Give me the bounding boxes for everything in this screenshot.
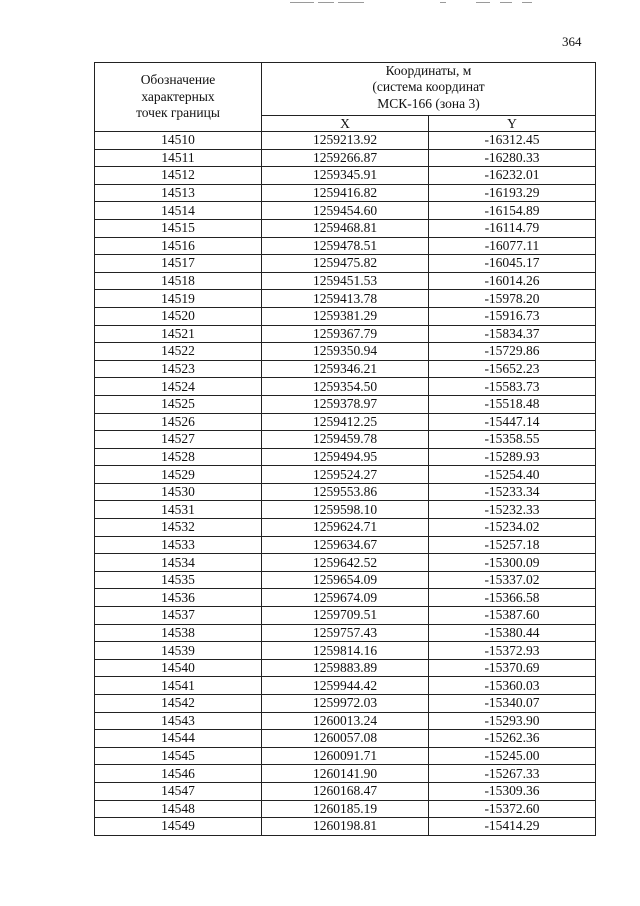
- point-cell: 14537: [95, 607, 262, 625]
- x-cell: 1259478.51: [262, 237, 429, 255]
- x-cell: 1259266.87: [262, 149, 429, 167]
- point-cell: 14511: [95, 149, 262, 167]
- table-row: [95, 132, 596, 150]
- y-cell: -15358.55: [429, 431, 596, 449]
- y-cell: -15916.73: [429, 307, 596, 325]
- point-cell: 14515: [95, 219, 262, 237]
- table-row: [95, 624, 596, 642]
- y-cell: -15414.29: [429, 818, 596, 836]
- table-row: [95, 659, 596, 677]
- x-cell: 1259634.67: [262, 536, 429, 554]
- x-cell: 1259814.16: [262, 642, 429, 660]
- y-cell: -15267.33: [429, 765, 596, 783]
- table-row: [95, 395, 596, 413]
- point-cell: 14514: [95, 202, 262, 220]
- x-cell: 1259416.82: [262, 184, 429, 202]
- y-cell: -15234.02: [429, 519, 596, 537]
- y-cell: -16114.79: [429, 219, 596, 237]
- page-number: 364: [562, 34, 582, 49]
- x-cell: 1259642.52: [262, 554, 429, 572]
- point-cell: 14529: [95, 466, 262, 484]
- table-row: [95, 554, 596, 572]
- x-cell: 1259494.95: [262, 448, 429, 466]
- x-cell: 1259654.09: [262, 571, 429, 589]
- x-cell: 1259413.78: [262, 290, 429, 308]
- x-cell: 1259350.94: [262, 343, 429, 361]
- point-cell: 14545: [95, 747, 262, 765]
- table-row: [95, 202, 596, 220]
- table-row: [95, 765, 596, 783]
- table-body: [95, 132, 596, 836]
- table-row: [95, 818, 596, 836]
- table-row: [95, 642, 596, 660]
- point-cell: 14512: [95, 167, 262, 185]
- table-row: [95, 782, 596, 800]
- table-row: [95, 149, 596, 167]
- table-header: [95, 63, 596, 132]
- y-cell: -15232.33: [429, 501, 596, 519]
- coordinates-table: [94, 62, 596, 836]
- x-cell: 1259624.71: [262, 519, 429, 537]
- point-cell: 14516: [95, 237, 262, 255]
- y-cell: -15245.00: [429, 747, 596, 765]
- point-cell: 14524: [95, 378, 262, 396]
- x-cell: 1259524.27: [262, 466, 429, 484]
- header-point-line: характерных: [141, 88, 215, 104]
- point-cell: 14542: [95, 695, 262, 713]
- point-cell: 14528: [95, 448, 262, 466]
- y-cell: -15372.93: [429, 642, 596, 660]
- page-top-marks: [0, 2, 640, 6]
- point-cell: 14539: [95, 642, 262, 660]
- header-point-line: точек границы: [136, 105, 220, 121]
- y-cell: -15337.02: [429, 571, 596, 589]
- y-cell: -15834.37: [429, 325, 596, 343]
- y-cell: -15262.36: [429, 730, 596, 748]
- point-cell: 14530: [95, 483, 262, 501]
- point-cell: 14543: [95, 712, 262, 730]
- point-cell: 14531: [95, 501, 262, 519]
- x-cell: 1259459.78: [262, 431, 429, 449]
- table-row: [95, 695, 596, 713]
- x-cell: 1259451.53: [262, 272, 429, 290]
- point-cell: 14538: [95, 624, 262, 642]
- y-cell: -15387.60: [429, 607, 596, 625]
- table-row: [95, 448, 596, 466]
- x-cell: 1259883.89: [262, 659, 429, 677]
- x-cell: 1259674.09: [262, 589, 429, 607]
- table-row: [95, 677, 596, 695]
- y-cell: -16280.33: [429, 149, 596, 167]
- x-cell: 1259345.91: [262, 167, 429, 185]
- header-coords-line: Координаты, м: [385, 63, 472, 78]
- x-cell: 1259553.86: [262, 483, 429, 501]
- point-cell: 14517: [95, 255, 262, 273]
- y-cell: -15254.40: [429, 466, 596, 484]
- table-row: [95, 325, 596, 343]
- table-row: [95, 237, 596, 255]
- point-cell: 14541: [95, 677, 262, 695]
- y-cell: -15583.73: [429, 378, 596, 396]
- table-row: [95, 571, 596, 589]
- x-cell: 1259354.50: [262, 378, 429, 396]
- table-row: [95, 272, 596, 290]
- table-row: [95, 307, 596, 325]
- point-cell: 14536: [95, 589, 262, 607]
- table-row: [95, 519, 596, 537]
- point-cell: 14518: [95, 272, 262, 290]
- y-cell: -16232.01: [429, 167, 596, 185]
- point-cell: 14522: [95, 343, 262, 361]
- table-row: [95, 290, 596, 308]
- x-cell: 1259475.82: [262, 255, 429, 273]
- point-cell: 14544: [95, 730, 262, 748]
- y-cell: -16193.29: [429, 184, 596, 202]
- header-point-designation: [95, 63, 262, 132]
- x-cell: 1259346.21: [262, 360, 429, 378]
- table-row: [95, 483, 596, 501]
- point-cell: 14540: [95, 659, 262, 677]
- y-cell: -15289.93: [429, 448, 596, 466]
- x-cell: 1260141.90: [262, 765, 429, 783]
- y-cell: -15372.60: [429, 800, 596, 818]
- y-cell: -16312.45: [429, 132, 596, 150]
- point-cell: 14521: [95, 325, 262, 343]
- x-cell: 1260168.47: [262, 782, 429, 800]
- point-cell: 14546: [95, 765, 262, 783]
- y-cell: -15300.09: [429, 554, 596, 572]
- table-row: [95, 800, 596, 818]
- x-cell: 1260057.08: [262, 730, 429, 748]
- point-cell: 14523: [95, 360, 262, 378]
- x-cell: 1259468.81: [262, 219, 429, 237]
- table-row: [95, 747, 596, 765]
- y-cell: -15447.14: [429, 413, 596, 431]
- table-row: [95, 360, 596, 378]
- point-cell: 14513: [95, 184, 262, 202]
- table-row: [95, 343, 596, 361]
- point-cell: 14526: [95, 413, 262, 431]
- point-cell: 14547: [95, 782, 262, 800]
- table-row: [95, 730, 596, 748]
- point-cell: 14510: [95, 132, 262, 150]
- header-x: X: [262, 116, 429, 132]
- table-row: [95, 431, 596, 449]
- table-row: [95, 255, 596, 273]
- table-row: [95, 712, 596, 730]
- y-cell: -16154.89: [429, 202, 596, 220]
- point-cell: 14532: [95, 519, 262, 537]
- header-y: Y: [429, 116, 596, 132]
- y-cell: -15366.58: [429, 589, 596, 607]
- header-point-line: Обозначение: [140, 71, 216, 87]
- y-cell: -16077.11: [429, 237, 596, 255]
- table-row: [95, 413, 596, 431]
- x-cell: 1259944.42: [262, 677, 429, 695]
- point-cell: 14533: [95, 536, 262, 554]
- table-row: [95, 501, 596, 519]
- x-cell: 1259454.60: [262, 202, 429, 220]
- point-cell: 14520: [95, 307, 262, 325]
- x-cell: 1259757.43: [262, 624, 429, 642]
- x-cell: 1259378.97: [262, 395, 429, 413]
- point-cell: 14519: [95, 290, 262, 308]
- x-cell: 1260198.81: [262, 818, 429, 836]
- table-row: [95, 219, 596, 237]
- y-cell: -15652.23: [429, 360, 596, 378]
- point-cell: 14548: [95, 800, 262, 818]
- y-cell: -15518.48: [429, 395, 596, 413]
- table-row: [95, 466, 596, 484]
- x-cell: 1259367.79: [262, 325, 429, 343]
- x-cell: 1259972.03: [262, 695, 429, 713]
- y-cell: -15233.34: [429, 483, 596, 501]
- y-cell: -15360.03: [429, 677, 596, 695]
- y-cell: -15370.69: [429, 659, 596, 677]
- x-cell: 1259412.25: [262, 413, 429, 431]
- table-row: [95, 378, 596, 396]
- y-cell: -15729.86: [429, 343, 596, 361]
- y-cell: -15257.18: [429, 536, 596, 554]
- y-cell: -16045.17: [429, 255, 596, 273]
- x-cell: 1259598.10: [262, 501, 429, 519]
- point-cell: 14525: [95, 395, 262, 413]
- table-row: [95, 607, 596, 625]
- x-cell: 1260185.19: [262, 800, 429, 818]
- table-row: [95, 184, 596, 202]
- x-cell: 1260091.71: [262, 747, 429, 765]
- table-row: [95, 167, 596, 185]
- table-row: [95, 589, 596, 607]
- y-cell: -15293.90: [429, 712, 596, 730]
- x-cell: 1260013.24: [262, 712, 429, 730]
- y-cell: -15380.44: [429, 624, 596, 642]
- x-cell: 1259213.92: [262, 132, 429, 150]
- header-coords-line: (система координат: [372, 79, 485, 95]
- y-cell: -15978.20: [429, 290, 596, 308]
- y-cell: -15340.07: [429, 695, 596, 713]
- x-cell: 1259381.29: [262, 307, 429, 325]
- y-cell: -16014.26: [429, 272, 596, 290]
- header-coordinates: [262, 63, 596, 116]
- point-cell: 14549: [95, 818, 262, 836]
- point-cell: 14535: [95, 571, 262, 589]
- table-row: [95, 536, 596, 554]
- x-cell: 1259709.51: [262, 607, 429, 625]
- point-cell: 14534: [95, 554, 262, 572]
- header-coords-line: МСК-166 (зона 3): [377, 95, 480, 111]
- point-cell: 14527: [95, 431, 262, 449]
- y-cell: -15309.36: [429, 782, 596, 800]
